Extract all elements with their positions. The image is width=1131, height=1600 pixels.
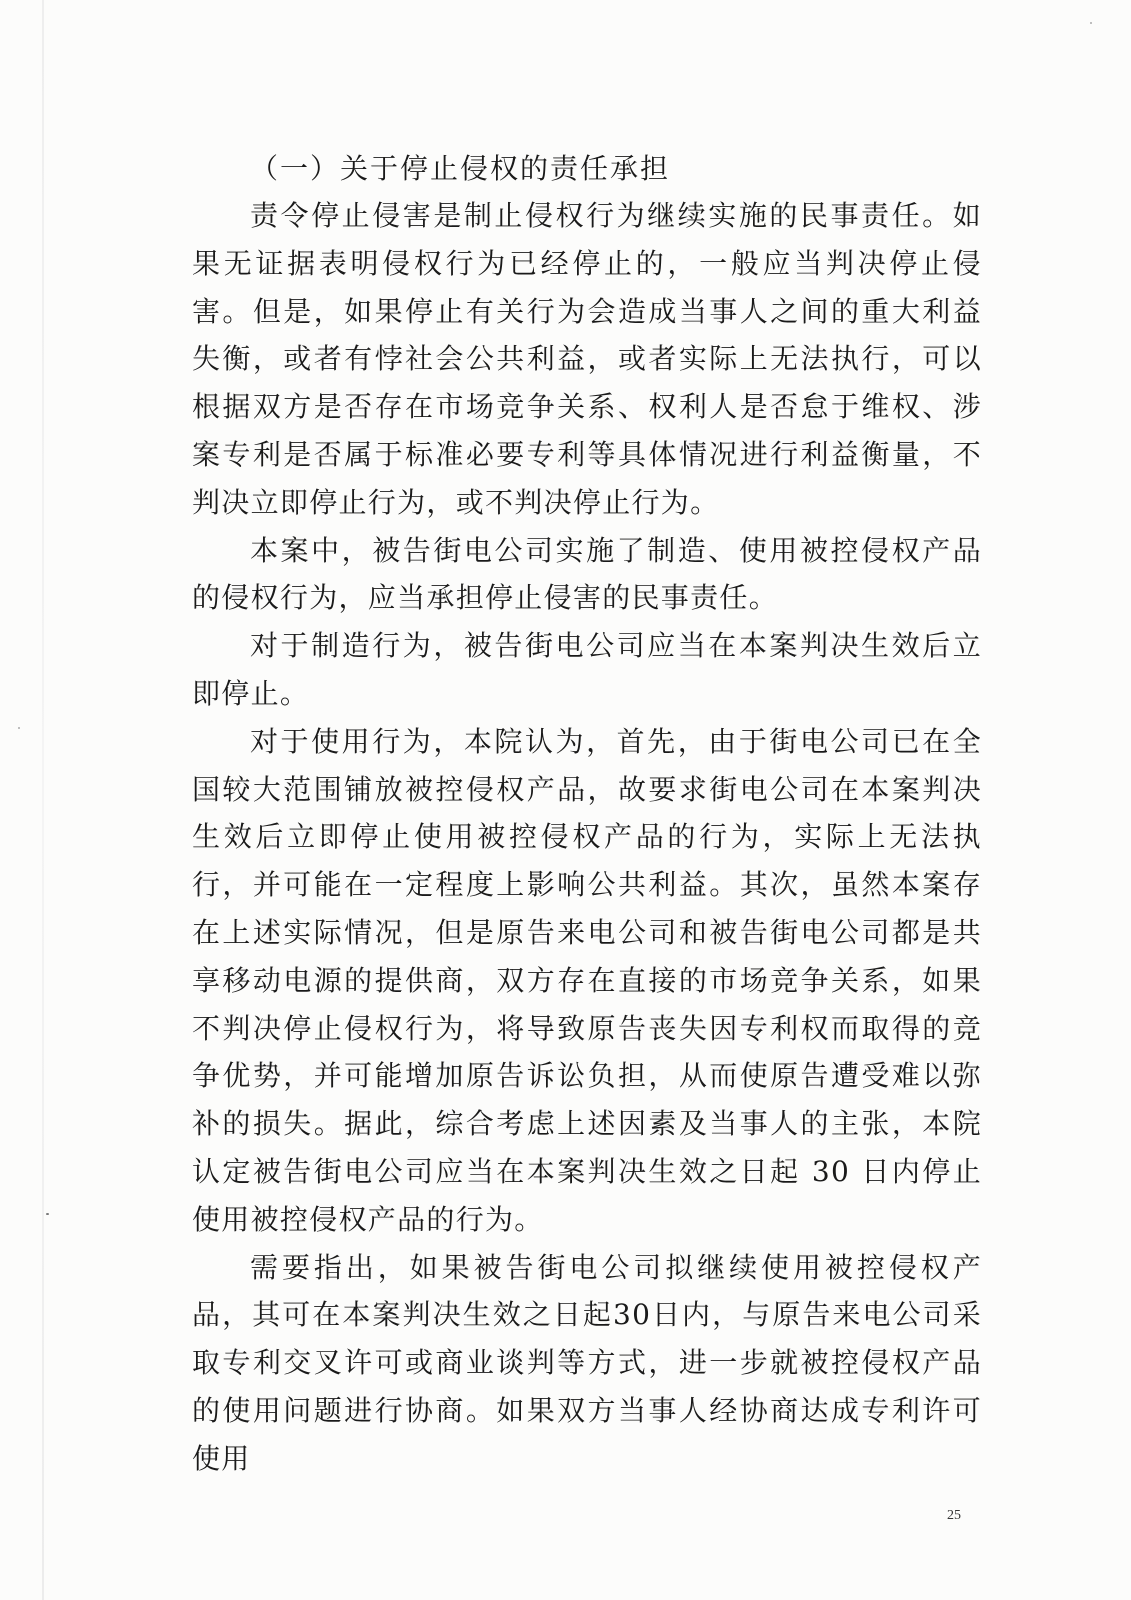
page-number: 25 [947, 1508, 961, 1523]
paragraph: 本案中，被告街电公司实施了制造、使用被控侵权产品的侵权行为，应当承担停止侵害的民事责任。 [192, 533, 982, 615]
scan-speck [18, 727, 20, 729]
paragraph: 责令停止侵害是制止侵权行为继续实施的民事责任。如果无证据表明侵权行为已经停止的，一般应当判决停止侵害。但是，如果停止有关行为会造成当事人之间的重大利益失衡，或者有悖社会公共利益，或者实际上无法执行，可以根据双方是否存在市场竞争关系、权利人是否怠于维权、涉案专利是否属于标准必要专利等具体情况进行利益衡量，不判决立即停止行为，或不判决停止行为。 [192, 199, 982, 519]
paragraph: 需要指出，如果被告街电公司拟继续使用被控侵权产品，其可在本案判决生效之日起30日内，与原告来电公司采取专利交叉许可或商业谈判等方式，进一步就被控侵权产品的使用问题进行协商。如果双方当事人经协商达成专利许可使用 [192, 1250, 982, 1475]
scan-speck [1090, 22, 1092, 24]
paragraph: 对于使用行为，本院认为，首先，由于街电公司已在全国较大范围铺放被控侵权产品，故要求街电公司在本案判决生效后立即停止使用被控侵权产品的行为，实际上无法执行，并可能在一定程度上影响公共利益。其次，虽然本案存在上述实际情况，但是原告来电公司和被告街电公司都是共享移动电源的提供商，双方存在直接的市场竞争关系，如果不判决停止侵权行为，将导致原告丧失因专利权而取得的竞争优势，并可能增加原告诉讼负担，从而使原告遭受难以弥补的损失。据此，综合考虑上述因素及当事人的主张，本院认定被告街电公司应当在本案判决生效之日起 30 日内停止使用被控侵权产品的行为。 [192, 724, 982, 1236]
paragraph: 对于制造行为，被告街电公司应当在本案判决生效后立即停止。 [192, 629, 982, 710]
scan-edge-shadow [42, 0, 44, 1600]
document-body [192, 146, 982, 1483]
scan-speck [46, 1213, 49, 1215]
section-heading: （一）关于停止侵权的责任承担 [250, 152, 671, 185]
